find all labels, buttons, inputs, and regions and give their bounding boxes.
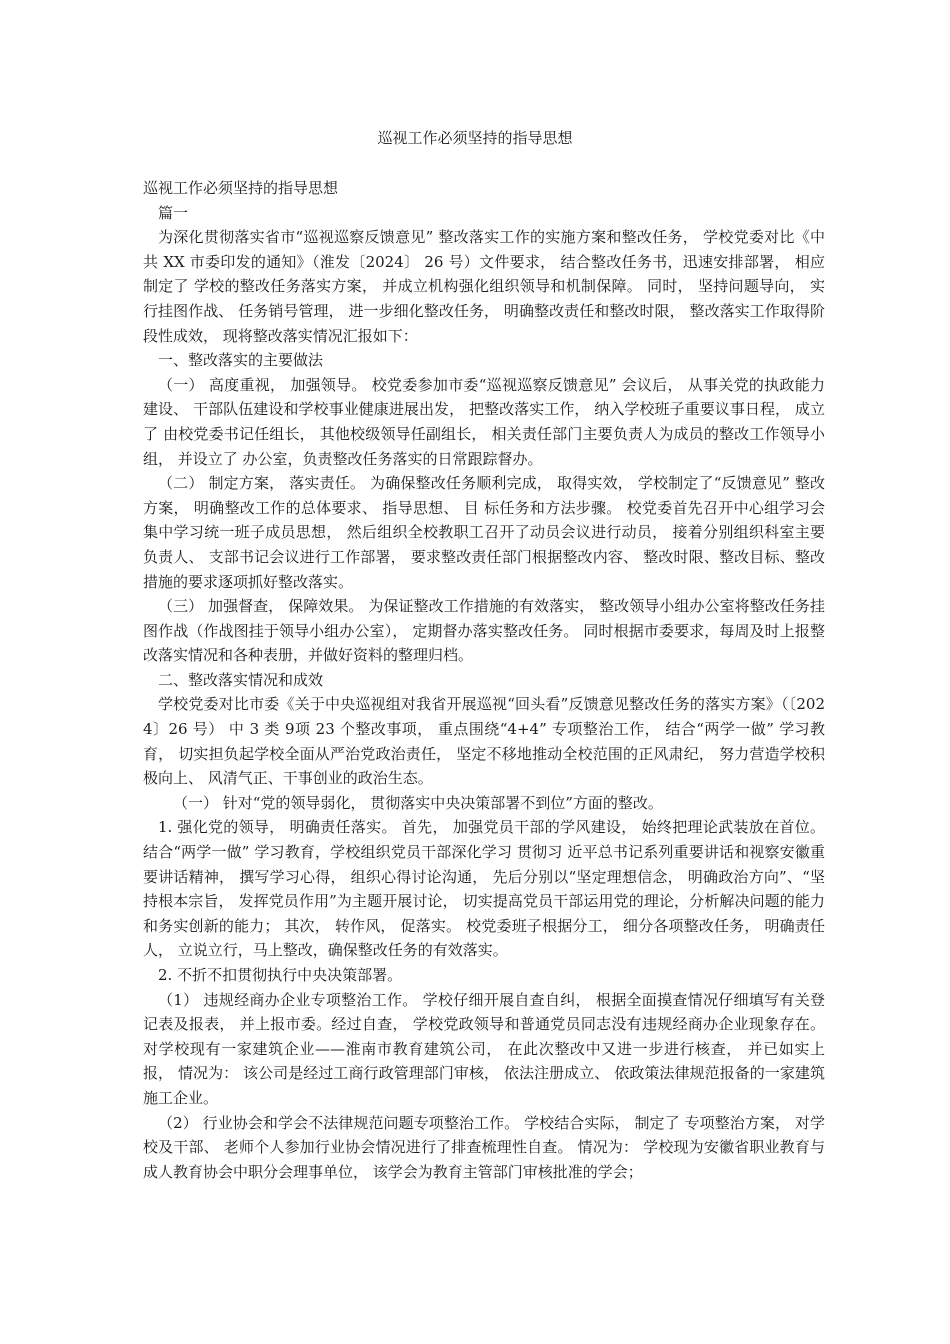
paragraph: 2. 不折不扣贯彻执行中央决策部署。 [158,966,403,984]
document-title: 巡视工作必须坚持的指导思想 [377,129,573,147]
heading-2: 二、整改落实情况和成效 [158,670,324,689]
paragraph: （一） 高度重视， 加强领导。 校党委参加市委“巡视巡察反馈意见” 会议后， 从事关党的执政能力建设、 干部队伍建设和学校事业健康进展出发， 把整改落实工作， 纳入学校班子重要议事日程， 成立了 由校党委书记任组长， 其他校级领导任副组长， 相关责任部门主要负责人为成员的整改工作领导小组， 并设立了 办公室，负责整改任务落实的日常跟踪督办。 [143,375,825,468]
document-body [143,176,825,1184]
paragraph: （三） 加强督查， 保障效果。 为保证整改工作措施的有效落实， 整改领导小组办公室将整改任务挂图作战（作战图挂于领导小组办公室）， 定期督办落实整改任务。 同时根据市委要求，每周及时上报整改落实情况和各种表册，并做好资料的整理归档。 [143,597,825,665]
section-label: 篇一 [158,203,189,222]
heading-1: 一、整改落实的主要做法 [158,351,324,370]
paragraph-intro: 为深化贯彻落实省市“巡视巡察反馈意见” 整改落实工作的实施方案和整改任务， 学校党委对比《中共 XX 市委印发的通知》（淮发〔2024〕 26 号）文件要求， 结合整改任务书，迅速安排部署， 相应制定了 学校的整改任务落实方案， 并成立机构强化组织领导和机制保障。 同时， 坚持问题导向， 实行挂图作战、 任务销号管理， 进一步细化整改任务， 明确整改责任和整改时限， 整改落实工作取得阶段性成效， 现将整改落实情况汇报如下： [143,228,825,345]
paragraph: （2） 行业协会和学会不法律规范问题专项整治工作。 学校结合实际， 制定了 专项整治方案， 对学校及干部、 老师个人参加行业协会情况进行了排查梳理性自查。 情况为： 学校现为安徽省职业教育与成人教育协会中职分会理事单位， 该学会为教育主管部门审核批准的学会； [143,1113,825,1181]
paragraph: （二） 制定方案， 落实责任。 为确保整改任务顺利完成， 取得实效， 学校制定了“反馈意见” 整改方案， 明确整改工作的总体要求、 指导思想、 目 标任务和方法步骤。 校党委首先召开中心组学习会集中学习统一班子成员思想， 然后组织全校教职工召开了动员会议进行动员， 接着分别组织科室主要负责人、 支部书记会议进行工作部署， 要求整改责任部门根据整改内容、 整改时限、整改目标、整改措施的要求逐项抓好整改落实。 [143,474,825,591]
doc-subtitle: 巡视工作必须坚持的指导思想 [143,179,339,197]
paragraph: （1） 违规经商办企业专项整治工作。 学校仔细开展自查自纠， 根据全面摸查情况仔细填写有关登记表及报表， 并上报市委。经过自查， 学校党政领导和普通党员同志没有违规经商办企业现象存在。 对学校现有一家建筑企业——淮南市教育建筑公司， 在此次整改中又进一步进行核查， 并已如实上报， 情况为： 该公司是经过工商行政管理部门审核， 依法注册成立、 依政策法律规范报备的一家建筑施工企业。 [143,990,825,1107]
paragraph: 学校党委对比市委《关于中央巡视组对我省开展巡视“回头看”反馈意见整改任务的落实方案》（〔2024〕26 号） 中 3 类 9项 23 个整改事项， 重点围绕“4+4” 专项整治工作， 结合“两学一做” 学习教育， 切实担负起学校全面从严治党政治责任， 坚定不移地推动全校范围的正风肃纪， 努力营造学校积极向上、 风清气正、干事创业的政治生态。 [143,695,825,788]
subheading: （一） 针对“党的领导弱化， 贯彻落实中央决策部署不到位”方面的整改。 [173,793,663,812]
paragraph: 1. 强化党的领导， 明确责任落实。 首先， 加强党员干部的学风建设， 始终把理论武装放在首位。 结合“两学一做” 学习教育，学校组织党员干部深化学习 贯彻习 近平总书记系列重要讲话和视察安徽重要讲话精神， 撰写学习心得， 组织心得讨论沟通， 先后分别以“坚定理想信念， 明确政治方向”、“坚持根本宗旨， 发挥党员作用”为主题开展讨论， 切实提高党员干部运用党的理论，分析解决问题的能力和务实创新的能力； 其次， 转作风， 促落实。 校党委班子根据分工， 细分各项整改任务， 明确责任人， 立说立行，马上整改，确保整改任务的有效落实。 [143,818,825,960]
